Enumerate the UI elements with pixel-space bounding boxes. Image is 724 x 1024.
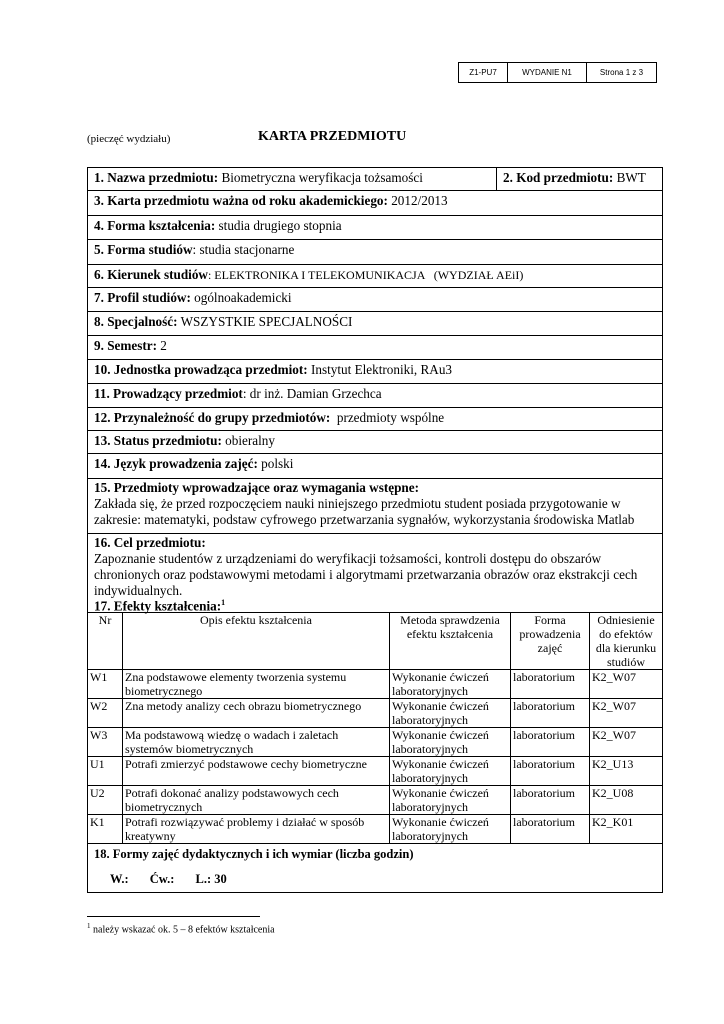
page-number: Strona 1 z 3 — [599, 68, 644, 77]
footnote-number: 1 — [87, 922, 91, 930]
col-header-desc: Opis efektu kształcenia — [123, 613, 390, 670]
row-form: laboratorium — [511, 757, 590, 786]
table-header-row — [88, 613, 662, 670]
field-of-study-value: : ELEKTRONIKA I TELEKOMUNIKACJA (WYDZIAŁ AEiI) — [207, 268, 524, 282]
semester-value: 2 — [160, 338, 167, 353]
course-goal-label: 16. Cel przedmiotu: — [94, 535, 206, 550]
row-desc: Potrafi rozwiązywać problemy i działać w sposób kreatywny — [123, 815, 390, 844]
row-ref: K2_U13 — [590, 757, 663, 786]
row-profile — [88, 288, 662, 312]
col-header-method: Metoda sprawdzenia efektu kształcenia — [390, 613, 511, 670]
profile-label: 7. Profil studiów: — [94, 290, 191, 305]
status-value: obieralny — [225, 433, 275, 448]
course-name-value: Biometryczna weryfikacja tożsamości — [221, 170, 423, 185]
class-hours — [110, 871, 656, 888]
row-lecturer — [88, 384, 662, 408]
row-nr: K1 — [88, 815, 123, 844]
row-desc: Zna metody analizy cech obrazu biometrycznego — [123, 699, 390, 728]
table-row — [88, 815, 662, 844]
row-course-group — [88, 408, 662, 431]
study-form-label: 5. Forma studiów — [94, 242, 193, 257]
lecturer-label: 11. Prowadzący przedmiot — [94, 386, 243, 401]
row-method: Wykonanie ćwiczeń laboratoryjnych — [390, 670, 511, 699]
lab-hours: L.: 30 — [195, 872, 227, 886]
table-row — [88, 786, 662, 815]
lecture-hours: W.: — [110, 872, 129, 886]
table-row — [88, 670, 662, 699]
faculty-stamp: (pieczęć wydziału) — [87, 133, 171, 145]
row-learning-outcomes — [88, 594, 662, 613]
row-form: laboratorium — [511, 728, 590, 757]
footnote-ref: 1 — [221, 598, 226, 607]
row-specialty — [88, 312, 662, 336]
row-method: Wykonanie ćwiczeń laboratoryjnych — [390, 757, 511, 786]
row-method: Wykonanie ćwiczeń laboratoryjnych — [390, 815, 511, 844]
table-row — [88, 728, 662, 757]
unit-value: Instytut Elektroniki, RAu3 — [310, 362, 453, 377]
edition: WYDANIE N1 — [508, 63, 587, 82]
field-of-study-label: 6. Kierunek studiów — [94, 267, 208, 282]
row-ref: K2_U08 — [590, 786, 663, 815]
course-goal-value: Zapoznanie studentów z urządzeniami do weryfikacji tożsamości, kontroli dostępu do obszarów chronionych oraz podstawowymi metodami i algorytmami przetwarzania obrazów oraz ekstrakcji cech indywidualnych. — [94, 551, 638, 598]
row-education-form — [88, 216, 662, 240]
row-ref: K2_W07 — [590, 670, 663, 699]
footnote-text: należy wskazać ok. 5 – 8 efektów kształcenia — [93, 924, 275, 936]
form-code: Z1-PU7 — [459, 63, 508, 82]
col-header-ref: Odniesienie do efektów dla kierunku studiów — [590, 613, 663, 670]
row-form: laboratorium — [511, 786, 590, 815]
document-title: KARTA PRZEDMIOTU — [258, 129, 407, 144]
status-label: 13. Status przedmiotu: — [94, 433, 222, 448]
row-language — [88, 454, 662, 479]
table-row — [88, 699, 662, 728]
education-form-label: 4. Forma kształcenia: — [94, 218, 216, 233]
lecturer-value: : dr inż. Damian Grzechca — [242, 386, 382, 401]
row-class-forms — [88, 844, 662, 892]
language-value: polski — [261, 456, 294, 471]
document-header-box — [458, 62, 657, 83]
table-row — [88, 757, 662, 786]
row-valid-year — [88, 191, 662, 216]
specialty-label: 8. Specjalność: — [94, 314, 178, 329]
row-ref: K2_W07 — [590, 728, 663, 757]
row-course-name — [88, 168, 662, 191]
row-method: Wykonanie ćwiczeń laboratoryjnych — [390, 728, 511, 757]
course-group-label: 12. Przynależność do grupy przedmiotów: — [94, 410, 331, 425]
row-ref: K2_K01 — [590, 815, 663, 844]
row-unit — [88, 360, 662, 384]
row-status — [88, 431, 662, 454]
course-code-label: 2. Kod przedmiotu: — [503, 170, 614, 185]
learning-outcomes-table — [88, 613, 662, 844]
prerequisites-value: Zakłada się, że przed rozpoczęciem nauki niniejszego przedmiotu student posiada przygotowanie w zakresie: matematyki, podstaw cyfrowego przetwarzania sygnałów, wykorzystania środowiska Matlab — [94, 496, 635, 527]
row-nr: W1 — [88, 670, 123, 699]
specialty-value: WSZYSTKIE SPECJALNOŚCI — [180, 314, 353, 329]
row-nr: U2 — [88, 786, 123, 815]
profile-value: ogólnoakademicki — [194, 290, 292, 305]
row-study-form — [88, 240, 662, 265]
col-header-form: Forma prowadzenia zajęć — [511, 613, 590, 670]
row-course-goal — [88, 534, 662, 598]
row-nr: W2 — [88, 699, 123, 728]
unit-label: 10. Jednostka prowadząca przedmiot: — [94, 362, 308, 377]
course-name-label: 1. Nazwa przedmiotu: — [94, 170, 219, 185]
footnote-divider — [87, 916, 260, 917]
course-group-value: przedmioty wspólne — [336, 410, 445, 425]
col-header-nr: Nr — [88, 613, 123, 670]
row-method: Wykonanie ćwiczeń laboratoryjnych — [390, 699, 511, 728]
course-card-table — [87, 167, 663, 893]
row-nr: U1 — [88, 757, 123, 786]
exercise-hours: Ćw.: — [149, 872, 175, 886]
row-form: laboratorium — [511, 815, 590, 844]
valid-year-value: 2012/2013 — [391, 193, 448, 208]
row-desc: Ma podstawową wiedzę o wadach i zaletach systemów biometrycznych — [123, 728, 390, 757]
row-prerequisites — [88, 479, 662, 534]
row-desc: Potrafi zmierzyć podstawowe cechy biometryczne — [123, 757, 390, 786]
row-method: Wykonanie ćwiczeń laboratoryjnych — [390, 786, 511, 815]
row-field-of-study — [88, 265, 662, 288]
class-forms-label: 18. Formy zajęć dydaktycznych i ich wymiar (liczba godzin) — [94, 847, 414, 861]
course-code-value: BWT — [616, 170, 646, 185]
prerequisites-label: 15. Przedmioty wprowadzające oraz wymagania wstępne: — [94, 480, 419, 495]
valid-year-label: 3. Karta przedmiotu ważna od roku akademickiego: — [94, 193, 388, 208]
row-ref: K2_W07 — [590, 699, 663, 728]
study-form-value: : studia stacjonarne — [192, 242, 295, 257]
row-desc: Zna podstawowe elementy tworzenia systemu biometrycznego — [123, 670, 390, 699]
row-semester — [88, 336, 662, 360]
row-form: laboratorium — [511, 699, 590, 728]
row-form: laboratorium — [511, 670, 590, 699]
education-form-value: studia drugiego stopnia — [218, 218, 342, 233]
row-nr: W3 — [88, 728, 123, 757]
learning-outcomes-label: 17. Efekty kształcenia: — [94, 598, 222, 614]
row-desc: Potrafi dokonać analizy podstawowych cech biometrycznych — [123, 786, 390, 815]
language-label: 14. Język prowadzenia zajęć: — [94, 456, 258, 471]
semester-label: 9. Semestr: — [94, 338, 157, 353]
footnote — [87, 922, 275, 935]
